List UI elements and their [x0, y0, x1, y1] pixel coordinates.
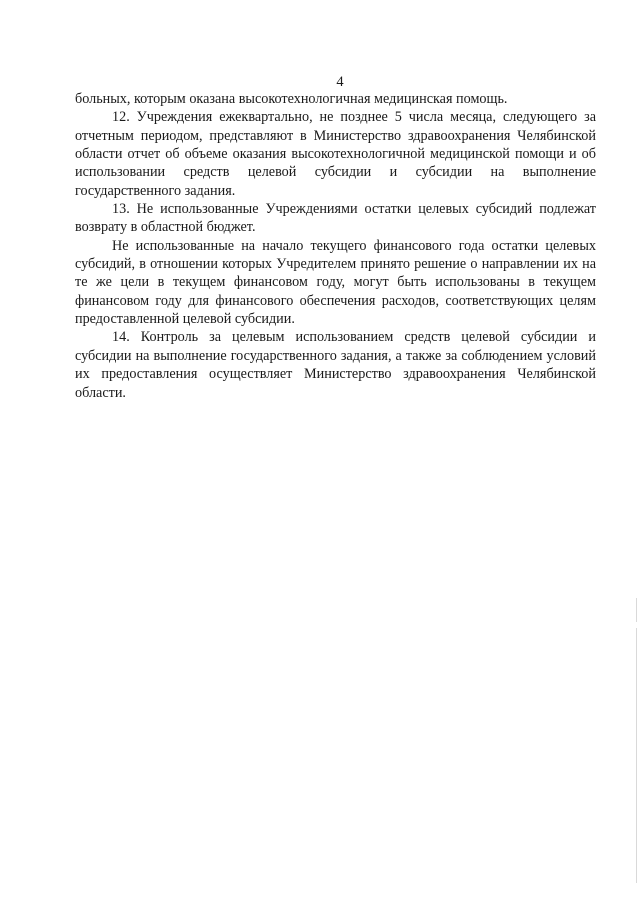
paragraph-12: 12. Учреждения ежеквартально, не позднее 5 числа месяца, следующего за отчетным периодом, представляют в Министерство здравоохранения Челябинской области отчет об объеме оказания высокотехнологичной медицинской помощи и об использовании средств целевой субсидии и субсидии на выполнение государственного задания.	[75, 109, 596, 199]
scan-edge-mark	[636, 628, 637, 883]
scan-edge-mark	[636, 598, 637, 622]
paragraph-13-continued: Не использованные на начало текущего финансового года остатки целевых субсидий, в отношении которых Учредителем принято решение о направлении их на те же цели в текущем финансовом году, могут быть использованы в текущем финансовом году для финансового обеспечения расходов, соответствующих целям предоставленной целевой субсидии.	[75, 237, 596, 328]
paragraph-13: 13. Не использованные Учреждениями остатки целевых субсидий подлежат возврату в областной бюджет.	[75, 201, 596, 236]
paragraph-14: 14. Контроль за целевым использованием средств целевой субсидии и субсидии на выполнение государственного задания, а также за соблюдением условий их предоставления осуществляет Министерство здравоохранения Челябинской области.	[75, 329, 596, 401]
document-body	[75, 90, 596, 402]
page-number: 4	[336, 74, 344, 90]
paragraph-continuation: больных, которым оказана высокотехнологичная медицинская помощь.	[75, 91, 508, 107]
